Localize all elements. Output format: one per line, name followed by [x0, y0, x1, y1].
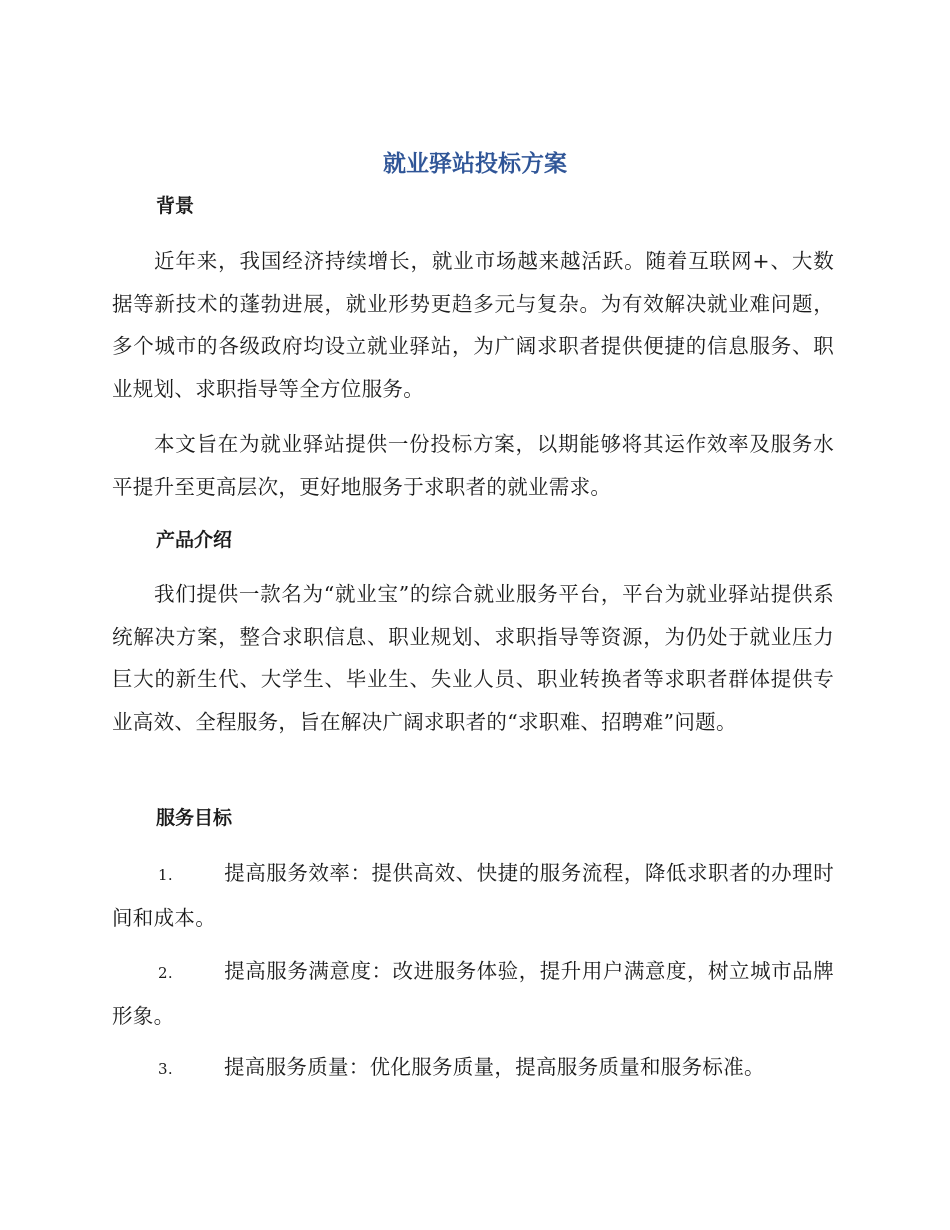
section-heading-goals: 服务目标: [156, 807, 233, 829]
goal-text: 提高服务效率：提供高效、快捷的服务流程，降低求职者的办理时间和成本。: [112, 861, 834, 930]
section-heading-product: 产品介绍: [156, 529, 233, 551]
goal-number: 2.: [158, 964, 173, 982]
goal-list-item: [112, 950, 834, 1037]
background-paragraph-1: 近年来，我国经济持续增长，就业市场越来越活跃。随着互联网+、大数据等新技术的蓬勃进展，就业形势更趋多元与复杂。为有效解决就业难问题，多个城市的各级政府均设立就业驿站，为广阔求职者提供便捷的信息服务、职业规划、求职指导等全方位服务。: [112, 249, 834, 401]
goal-number: 3.: [158, 1060, 173, 1078]
goal-number: 1.: [158, 866, 173, 884]
section-heading-background: 背景: [156, 195, 195, 217]
goal-text: 提高服务满意度：改进服务体验，提升用户满意度，树立城市品牌形象。: [112, 959, 834, 1028]
goal-text: 提高服务质量：优化服务质量，提高服务质量和服务标准。: [224, 1055, 765, 1079]
goal-list-item: [112, 1046, 834, 1091]
product-paragraph-1: 我们提供一款名为“就业宝”的综合就业服务平台，平台为就业驿站提供系统解决方案，整合求职信息、职业规划、求职指导等资源，为仍处于就业压力巨大的新生代、大学生、毕业生、失业人员、职业转换者等求职者群体提供专业高效、全程服务，旨在解决广阔求职者的“求职难、招聘难”问题。: [112, 582, 834, 734]
document-title: 就业驿站投标方案: [383, 151, 567, 177]
background-paragraph-2: 本文旨在为就业驿站提供一份投标方案，以期能够将其运作效率及服务水平提升至更高层次，更好地服务于求职者的就业需求。: [112, 432, 834, 499]
goal-list-item: [112, 852, 834, 939]
